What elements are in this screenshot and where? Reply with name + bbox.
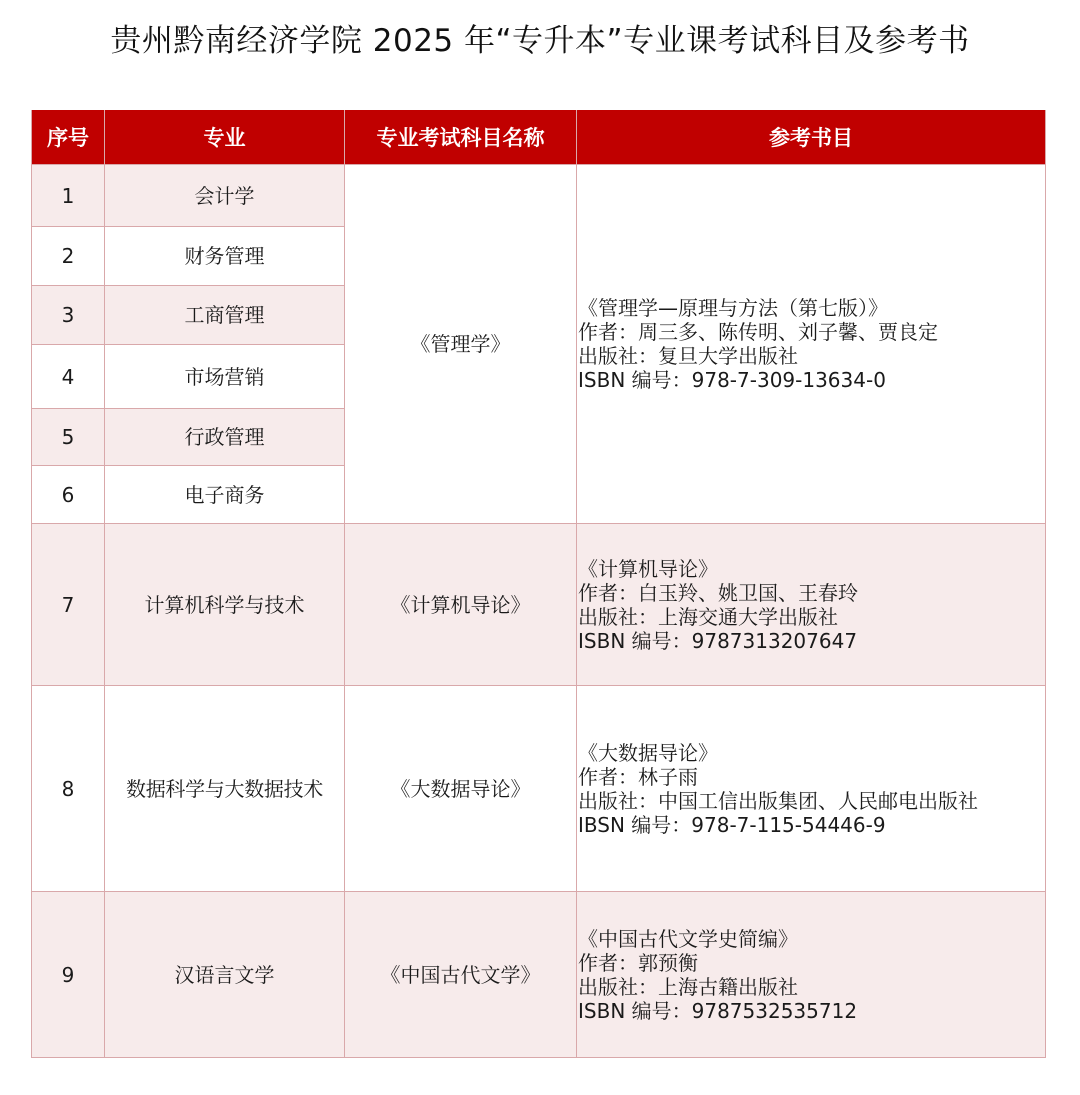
row-major: 计算机科学与技术 [105,524,345,686]
row-no: 9 [32,892,105,1058]
table-row [32,165,1046,227]
table-row [32,892,1046,1058]
table-row [32,686,1046,892]
row-no: 8 [32,686,105,892]
row-no: 5 [32,409,105,466]
book-isbn: ISBN 编号：978-7-309-13634-0 [578,368,886,392]
row-major: 财务管理 [105,227,345,286]
row-subject: 《中国古代文学》 [345,892,577,1058]
book-title: 《管理学—原理与方法（第七版）》 [578,296,888,320]
row-major: 市场营销 [105,345,345,409]
book-title: 《计算机导论》 [578,556,718,581]
book-author: 作者：周三多、陈传明、刘子馨、贾良定 [578,320,938,344]
row-major: 工商管理 [105,286,345,345]
header-major: 专业 [105,110,345,165]
row-subject: 《计算机导论》 [345,524,577,686]
book-publisher: 出版社：中国工信出版集团、人民邮电出版社 [578,788,978,813]
book-isbn: ISBN 编号：9787532535712 [578,998,858,1023]
row-no: 2 [32,227,105,286]
table-row [32,524,1046,686]
exam-subjects-table [31,110,1046,1058]
book-isbn: IBSN 编号：978-7-115-54446-9 [578,812,886,837]
header-subject: 专业考试科目名称 [345,110,577,165]
row-books [577,892,1046,1058]
row-major: 会计学 [105,165,345,227]
row-no: 7 [32,524,105,686]
header-books: 参考书目 [577,110,1046,165]
row-books [577,165,1046,524]
row-no: 4 [32,345,105,409]
page-title: 贵州黔南经济学院 2025 年“专升本”专业课考试科目及参考书 [110,23,970,59]
book-author: 作者：郭预衡 [578,950,698,975]
row-books [577,686,1046,892]
row-no: 6 [32,466,105,524]
row-subject: 《大数据导论》 [345,686,577,892]
row-major: 电子商务 [105,466,345,524]
book-title: 《大数据导论》 [578,740,718,765]
header-no: 序号 [32,110,105,165]
row-no: 3 [32,286,105,345]
row-books [577,524,1046,686]
book-isbn: ISBN 编号：9787313207647 [578,628,858,653]
row-major: 汉语言文学 [105,892,345,1058]
book-publisher: 出版社：上海古籍出版社 [578,974,798,999]
row-major: 行政管理 [105,409,345,466]
table-header-row [32,110,1046,165]
book-title: 《中国古代文学史简编》 [578,926,798,951]
book-publisher: 出版社：上海交通大学出版社 [578,604,838,629]
row-subject: 《管理学》 [345,165,577,524]
row-no: 1 [32,165,105,227]
book-author: 作者：白玉羚、姚卫国、王春玲 [578,580,858,605]
book-publisher: 出版社：复旦大学出版社 [578,344,798,368]
book-author: 作者：林子雨 [578,764,698,789]
row-major: 数据科学与大数据技术 [105,686,345,892]
